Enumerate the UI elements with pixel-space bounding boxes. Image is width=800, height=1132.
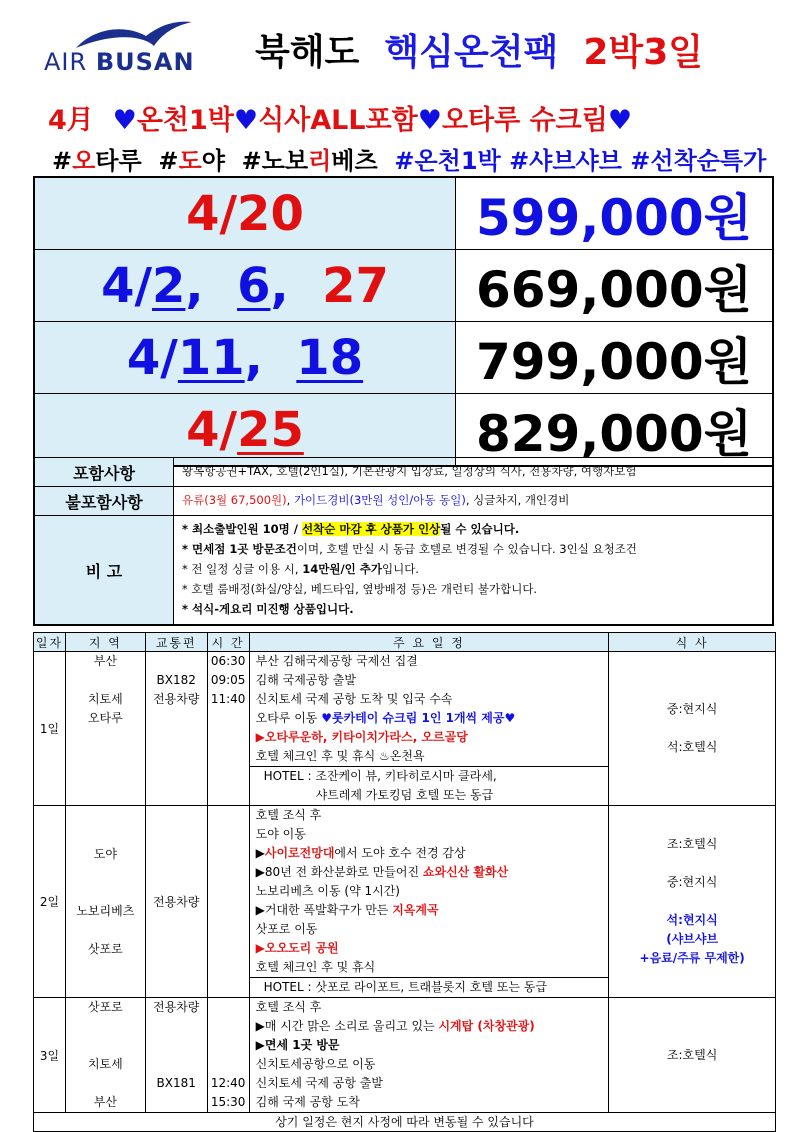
day1-regions: 부산 치토세 오타루 <box>65 652 145 806</box>
header-transport: 교통편 <box>145 633 207 652</box>
day3-schedule: 호텔 조식 후 ▶매 시간 맑은 소리로 울리고 있는 시계탑 (차창관광) ▶면세 1곳 방문 신치토세공항으로 이동 신치토세 국제 공항 출발 김해 국제 공항 도착 <box>249 998 609 1113</box>
air-busan-logo <box>44 18 214 82</box>
day3-meals: 조:호텔식 <box>609 998 776 1113</box>
title-duration: 2박3일 <box>583 32 704 73</box>
note-item: * 최소출발인원 10명 / 선착순 마감 후 상품가 인상될 수 있습니다. <box>182 522 520 536</box>
included-row <box>35 457 772 486</box>
included-value: 왕복항공권+TAX, 호텔(2인1실), 기본관광지 입장료, 일정상의 식사, 전용차량, 여행자보험 <box>182 464 637 478</box>
included-label: 포함사항 <box>35 458 174 486</box>
departure-date: 4/2, 6, 27 <box>35 250 456 321</box>
logo-air-text: AIR <box>44 48 88 76</box>
day1-row <box>34 652 776 806</box>
notes-list <box>174 516 772 624</box>
price-row <box>35 322 772 394</box>
departure-date: 4/ 11 , 18 <box>35 322 456 393</box>
info-table <box>33 457 774 626</box>
schedule-header <box>34 633 776 652</box>
schedule-table <box>33 632 776 1132</box>
note-item: * 면세점 1곳 방문조건이며, 호텔 만실 시 동급 호텔로 변경될 수 있습니다. 3인실 요청조건 <box>182 542 637 556</box>
excluded-value: 유류(3월 67,500원), 가이드경비(3만원 성인/아동 동일), 싱글차지, 개인경비 <box>182 493 570 507</box>
day2-schedule: 호텔 조식 후 도야 이동 ▶사이로전망대에서 도야 호수 전경 감상 ▶80년 전 화산분화로 만들어진 쇼와신산 활화산 노보리베츠 이동 (약 1시간) ▶거대한 폭발확구가 만든 지옥계곡 삿포로 이동 ▶오오도리 공원 호텔 체크인 후 및 휴식 HOTEL : 삿포로 라이포트, 트래블롯지 호텔 또는 동급 <box>249 806 609 998</box>
price-table <box>33 176 774 467</box>
day2-times <box>207 806 249 998</box>
header-day: 일자 <box>34 633 66 652</box>
price-value: 799,000원 <box>475 332 753 391</box>
price-value: 669,000원 <box>475 260 753 319</box>
highlight-onsen: ♥온천1박 <box>112 105 234 136</box>
note-item: * 석식-게요리 미진행 상품입니다. <box>182 602 354 616</box>
header-time: 시 간 <box>207 633 249 652</box>
day1-times: 06:30 09:05 11:40 <box>207 652 249 806</box>
price-row <box>35 394 772 465</box>
hashtag-otaru: #오타루 <box>52 147 159 175</box>
highlight-meal: ♥식사ALL포함 <box>233 105 418 136</box>
excluded-row <box>35 486 772 515</box>
hashtag-others: #온천1박 #샤브샤브 #선착순특가 <box>394 147 767 175</box>
schedule-footer-row <box>34 1113 776 1132</box>
day2-hotel: HOTEL : 삿포로 라이포트, 트래블롯지 호텔 또는 동급 <box>250 977 609 997</box>
day3-label: 3일 <box>34 998 66 1113</box>
price-row <box>35 178 772 250</box>
hashtags <box>52 141 766 176</box>
price-row <box>35 250 772 322</box>
day2-label: 2일 <box>34 806 66 998</box>
logo-busan-text: BUSAN <box>95 48 195 76</box>
header-region: 지 역 <box>65 633 145 652</box>
day1-label: 1일 <box>34 652 66 806</box>
notes-row <box>35 515 772 624</box>
day3-times: 12:40 15:30 <box>207 998 249 1113</box>
hashtag-toya: #도야 <box>158 147 242 175</box>
day2-transport: 전용차량 <box>145 806 207 998</box>
title-region: 북해도 <box>255 32 360 73</box>
day2-meals: 조:호텔식 중:현지식 석:현지식 (샤브샤브 +음료/주류 무제한) <box>609 806 776 998</box>
day2-regions: 도야 노보리베츠 삿포로 <box>65 806 145 998</box>
note-item: * 호텔 룸배정(화실/양실, 베드타입, 옆방배정 등)은 개런티 불가합니다. <box>182 582 538 596</box>
day3-regions: 삿포로 치토세 부산 <box>65 998 145 1113</box>
day2-row <box>34 806 776 998</box>
header-meal: 식 사 <box>609 633 776 652</box>
price-value: 599,000원 <box>475 188 753 247</box>
day1-meals: 중:현지식 석:호텔식 <box>609 652 776 806</box>
subtitle-month: 4月 <box>48 105 94 136</box>
schedule-footer-note: 상기 일정은 현지 사정에 따라 변동될 수 있습니다 <box>34 1113 776 1132</box>
price-value: 829,000원 <box>475 404 753 463</box>
departure-date: 4/ 25 <box>35 394 456 465</box>
title-package: 핵심온천팩 <box>384 32 559 73</box>
day1-hotel: HOTEL : 조잔케이 뷰, 키타히로시마 클라세, 샤트레제 가토킹덤 호텔 또는 동급 <box>250 766 609 805</box>
note-item: * 전 일정 싱글 이용 시, 14만원/인 추가입니다. <box>182 562 419 576</box>
day3-transport: 전용차량 BX181 <box>145 998 207 1113</box>
notes-label: 비 고 <box>35 516 174 624</box>
excluded-label: 불포함사항 <box>35 487 174 515</box>
day1-transport: BX182 전용차량 <box>145 652 207 806</box>
highlight-otaru: ♥오타루 슈크림♥ <box>417 105 633 136</box>
departure-date: 4/20 <box>35 178 456 249</box>
subtitle-highlights <box>48 98 632 137</box>
page-title <box>255 24 703 75</box>
day3-row <box>34 998 776 1113</box>
hashtag-noboribetsu: #노보리베츠 <box>241 147 395 175</box>
header-schedule: 주 요 일 정 <box>249 633 609 652</box>
day1-schedule: 부산 김해국제공항 국제선 집결 김해 국제공항 출발 신치토세 국제 공항 도착 및 입국 수속 오타루 이동 ♥롯카테이 슈크림 1인 1개씩 제공♥ ▶오타루운하, 키타이치가라스, 오르골당 호텔 체크인 후 및 휴식 ♨온천욕 HOTEL : 조잔케이 뷰, 키타히로시마 클라세, 샤트레제 가토킹덤 호텔 또는 동급 <box>249 652 609 806</box>
